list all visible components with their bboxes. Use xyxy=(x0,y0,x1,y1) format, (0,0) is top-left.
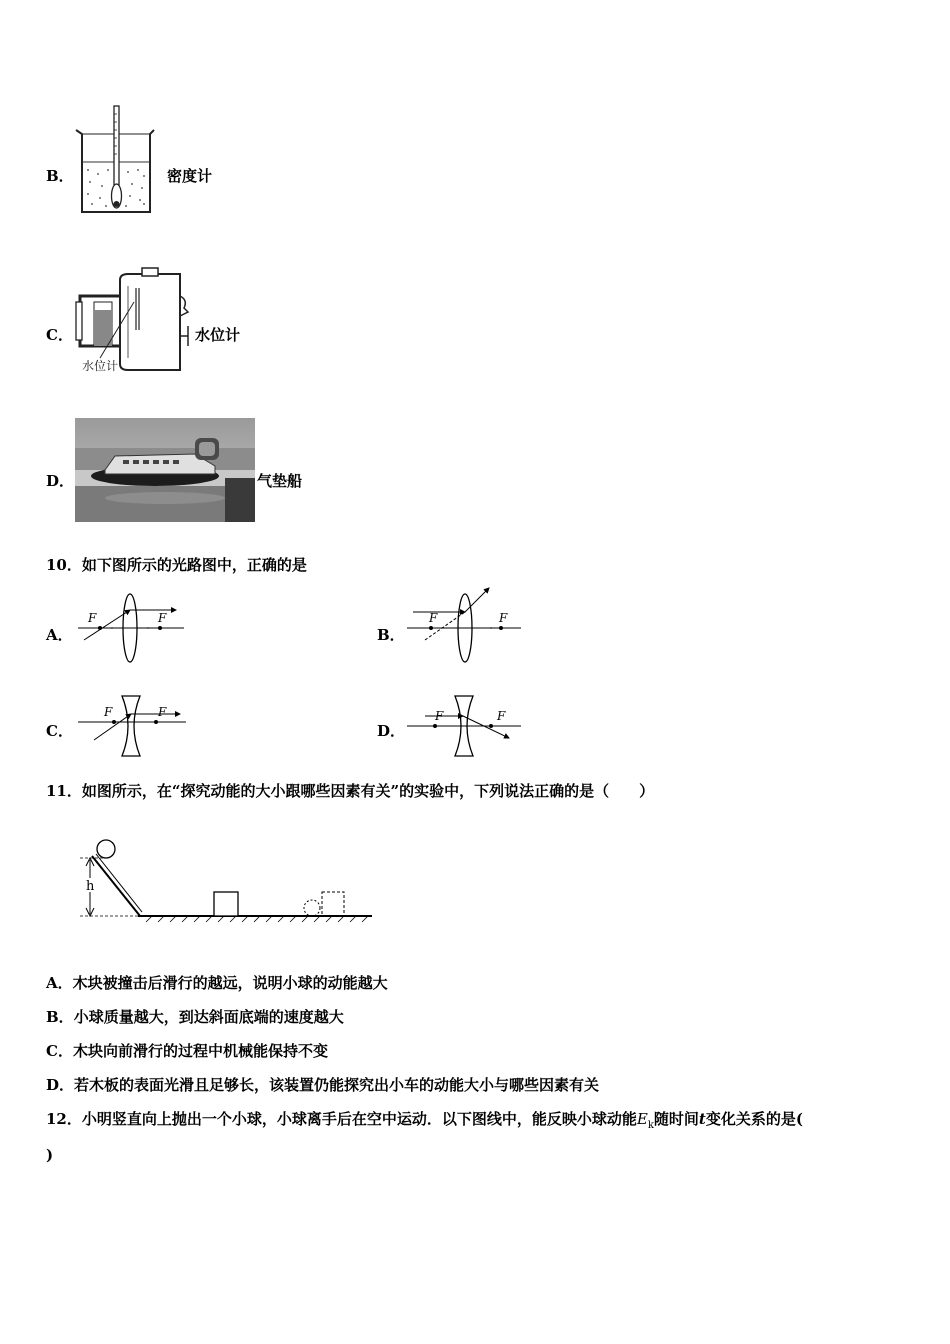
option-c-letter: C． xyxy=(46,326,73,344)
option-d-caption: 气垫船 xyxy=(257,472,303,490)
q11-option-d: D．若木板的表面光滑且足够长，该装置仍能探究出小车的动能大小与哪些因素有关 xyxy=(46,1076,600,1094)
focus-label: F xyxy=(435,709,444,723)
water-gauge-label: 水位计 xyxy=(82,359,119,373)
q10-option-c-letter: C． xyxy=(46,722,73,740)
q11-option-b: B．小球质量越大，到达斜面底端的速度越大 xyxy=(46,1008,344,1026)
q10-option-d-letter: D． xyxy=(377,722,406,740)
focus-label: F xyxy=(429,611,438,625)
q12-stem-close: ) xyxy=(46,1146,54,1164)
option-b-letter: B． xyxy=(46,167,74,185)
option-c-caption: 水位计 xyxy=(195,326,241,344)
option-d-letter: D． xyxy=(46,472,75,490)
q11-stem: 11．如图所示，在“探究动能的大小跟哪些因素有关”的实验中，下列说法正确的是（ ） xyxy=(46,782,655,800)
q11-option-c: C．木块向前滑行的过程中机械能保持不变 xyxy=(46,1042,328,1060)
q11-ramp-figure xyxy=(76,832,376,924)
q10-option-b-letter: B． xyxy=(377,626,405,644)
focus-label: F xyxy=(88,611,97,625)
q11-option-a: A．木块被撞击后滑行的越远，说明小球的动能越大 xyxy=(46,974,388,992)
q10-option-a-letter: A． xyxy=(46,626,73,644)
q10-diagram-c xyxy=(76,692,188,762)
q10-diagram-d xyxy=(405,692,523,762)
option-b-caption: 密度计 xyxy=(167,167,213,185)
focus-label: F xyxy=(158,611,167,625)
q10-stem: 10．如下图所示的光路图中，正确的是 xyxy=(46,556,307,574)
q10-diagram-a xyxy=(76,590,186,666)
focus-label: F xyxy=(158,705,167,719)
focus-label: F xyxy=(497,709,506,723)
focus-label: F xyxy=(104,705,113,719)
height-label: h xyxy=(86,879,95,894)
hydrometer-figure xyxy=(72,100,156,216)
q12-stem: 12．小明竖直向上抛出一个小球，小球离手后在空中运动．以下图线中，能反映小球动能$E_k$随时间t变化关系的是( xyxy=(46,1110,803,1131)
q10-diagram-b xyxy=(405,582,525,666)
hovercraft-photo xyxy=(75,418,255,522)
focus-label: F xyxy=(499,611,508,625)
water-gauge-figure xyxy=(72,266,190,378)
